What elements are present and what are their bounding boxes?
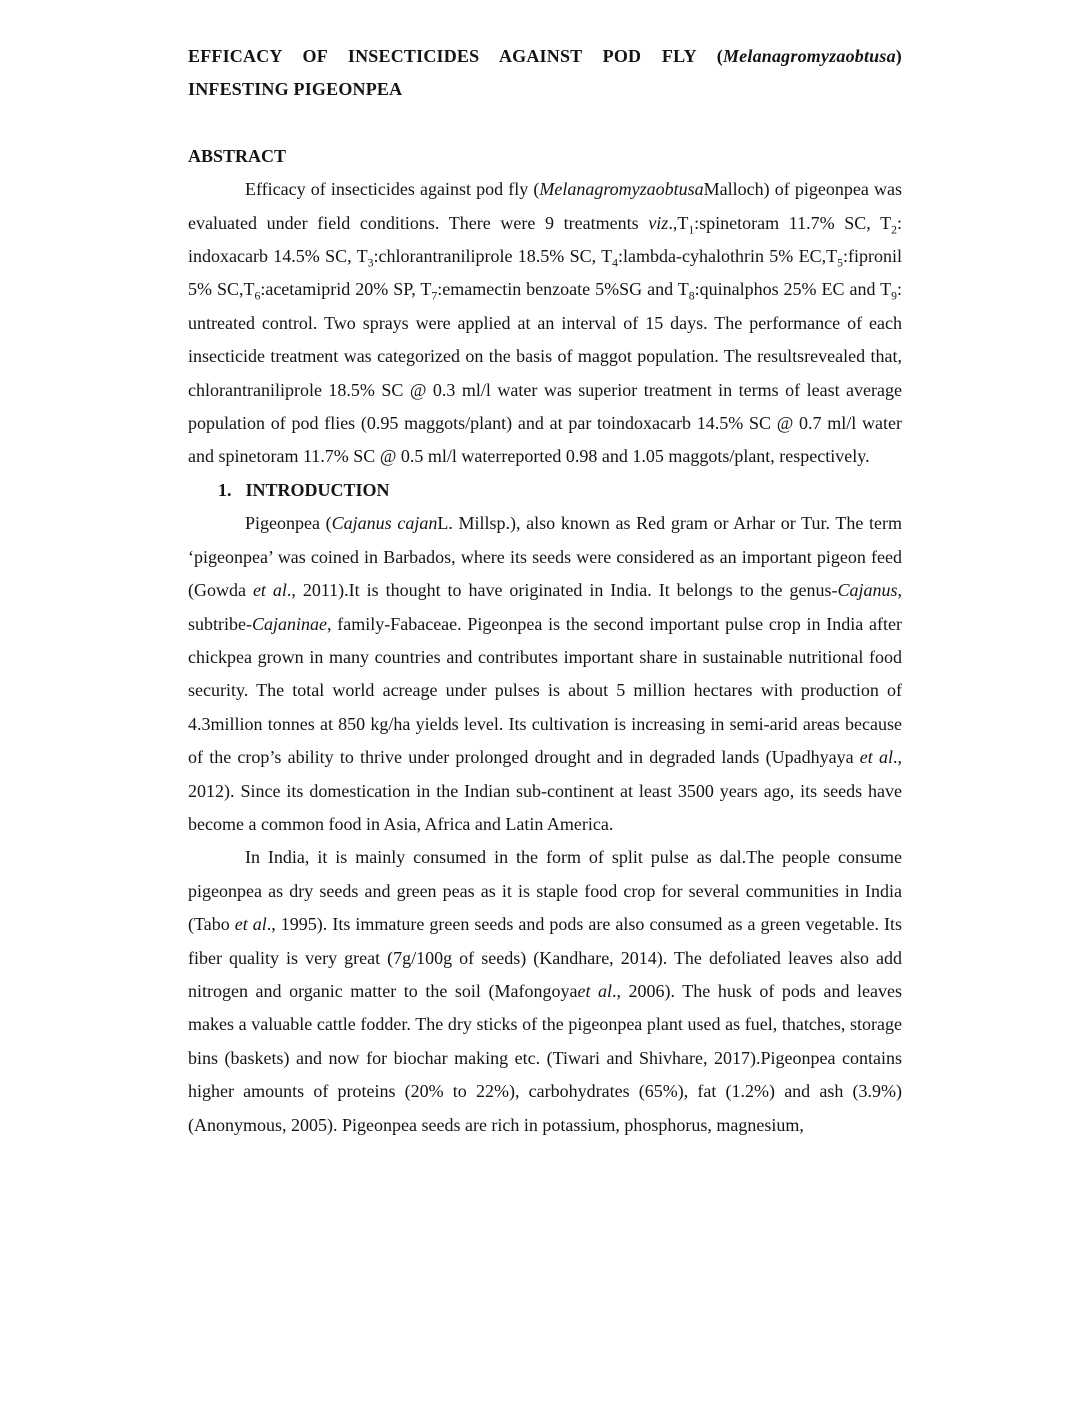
abstract-paragraph: Efficacy of insecticides against pod fly (MelanagromyzaobtusaMalloch) of pigeonpea was evaluated under field conditions. There were 9 treatments $viz.,T_1:spinetoram$ 11.7% SC, $T_2$: indoxacarb 14.5% SC, $T_3:chlorantraniliprole$ 18.5% SC, $T_4:lambda$-cyhalothrin 5% $EC,T_5:fipronil$ 5% $SC,T_6:acetamiprid$ 20% SP, $T_7:emamectin$ benzoate 5%SG and $T_8:quinalphos$ 25% EC and $T_9$: untreated control. Two sprays were applied at an interval of 15 days. The performance of each insecticide treatment was categorized on the basis of maggot population. The resultsrevealed that, chlorantraniliprole 18.5% SC @ 0.3 ml/l water was superior treatment in terms of least average population of pod flies (0.95 maggots/plant) and at par toindoxacarb 14.5% SC @ 0.7 ml/l water and spinetoram 11.7% SC @ 0.5 ml/l waterreported 0.98 and 1.05 maggots/plant, respectively. — [188, 179, 902, 467]
introduction-section-number: 1. — [218, 479, 232, 500]
introduction-paragraph-2: In India, it is mainly consumed in the form of split pulse as dal.The people consume pigeonpea as dry seeds and green peas as it is staple food crop for several communities in India (Tabo et al., 1995). Its immature green seeds and pods are also consumed as a green vegetable. Its fiber quality is very great (7g/100g of seeds) (Kandhare, 2014). The defoliated leaves also add nitrogen and organic matter to the soil (Mafongoyaet al., 2006). The husk of pods and leaves makes a valuable cattle fodder. The dry sticks of the pigeonpea plant used as fuel, thatches, storage bins (baskets) and now for biochar making etc. (Tiwari and Shivhare, 2017).Pigeonpea contains higher amounts of proteins (20% to 22%), carbohydrates (65%), fat (1.2%) and ash (3.9%) (Anonymous, 2005). Pigeonpea seeds are rich in potassium, phosphorus, magnesium, — [188, 847, 902, 1135]
introduction-paragraph-1: Pigeonpea (Cajanus cajanL. Millsp.), also known as Red gram or Arhar or Tur. The term ‘pigeonpea’ was coined in Barbados, where its seeds were considered as an important pigeon feed (Gowda et al., 2011).It is thought to have originated in India. It belongs to the genus-Cajanus, subtribe-Cajaninae, family-Fabaceae. Pigeonpea is the second important pulse crop in India after chickpea grown in many countries and contributes important share in sustainable nutritional food security. The total world acreage under pulses is about 5 million hectares with production of 4.3million tonnes at 850 kg/ha yields level. Its cultivation is increasing in semi-arid areas because of the crop’s ability to thrive under prolonged drought and in degraded lands (Upadhyaya et al., 2012). Since its domestication in the Indian sub-continent at least 3500 years ago, its seeds have become a common food in Asia, Africa and Latin America. — [188, 513, 902, 834]
page-content — [188, 40, 902, 1142]
abstract-heading: ABSTRACT — [188, 145, 287, 166]
introduction-heading — [188, 474, 902, 507]
paper-title: EFFICACY OF INSECTICIDES AGAINST POD FLY (Melanagromyzaobtusa) INFESTING PIGEONPEA — [188, 46, 902, 100]
introduction-section-label: INTRODUCTION — [245, 479, 390, 500]
